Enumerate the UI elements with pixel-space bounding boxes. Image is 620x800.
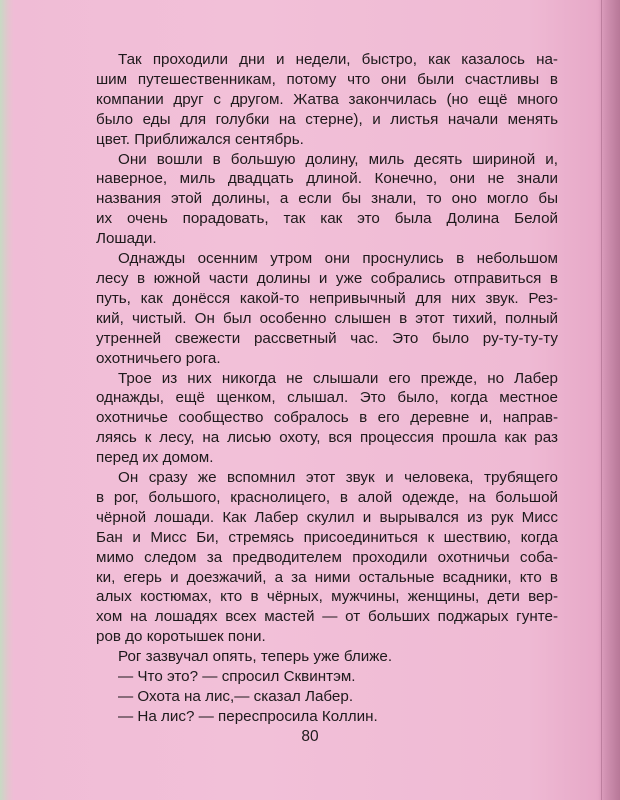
text-line: — Что это? — спросил Сквинтэм. <box>118 668 356 686</box>
paragraph <box>96 687 558 707</box>
text-line: шим путешественникам, потому что они были счастливы в <box>96 70 558 88</box>
paragraph <box>96 150 558 250</box>
text-line: Он сразу же вспомнил этот звук и человека, трубящего <box>118 469 558 487</box>
text-line: однажды, ещё щенком, слышал. Это было, когда местное <box>96 389 558 407</box>
text-line: охотничьего рога. <box>96 349 221 367</box>
paragraph <box>96 50 558 150</box>
text-line: ки, егерь и доезжачий, а за ними остальные всадники, кто в <box>96 568 558 586</box>
paragraph <box>96 707 558 727</box>
text-line: Рог зазвучал опять, теперь уже ближе. <box>118 648 393 666</box>
text-line: в рог, большого, краснолицего, в алой одежде, на большой <box>96 488 558 506</box>
text-line: их очень порадовать, так как это была Долина Белой <box>96 210 558 228</box>
text-line: охотничье сообщество собралось в его деревне и, направ- <box>96 409 558 427</box>
paragraph <box>96 249 558 368</box>
text-line: Лошади. <box>96 230 157 248</box>
page-spine-shadow <box>0 0 14 800</box>
text-line: — На лис? — переспросила Коллин. <box>118 707 378 725</box>
text-line: наверное, миль двадцать длиной. Конечно, они не знали <box>96 170 558 188</box>
text-line: мимо следом за предводителем проходили охотничьи соба- <box>96 548 558 566</box>
text-line: Трое из них никогда не слышали его прежде, но Лабер <box>118 369 558 387</box>
text-line: компании друг с другом. Жатва закончилась (но ещё много <box>96 90 558 108</box>
text-line: Так проходили дни и недели, быстро, как казалось на- <box>118 51 558 68</box>
text-line: ров до коротышек пони. <box>96 628 266 646</box>
text-line: цвет. Приближался сентябрь. <box>96 130 304 148</box>
text-line: ляясь к лесу, на лисью охоту, вся процессия прошла как раз <box>96 429 558 447</box>
text-line: путь, как донёсся какой-то непривычный для них звук. Рез- <box>96 289 558 307</box>
paragraph <box>96 667 558 687</box>
body-text <box>96 50 558 727</box>
page-edge-line <box>601 0 602 800</box>
text-line: алых костюмах, кто в чёрных, мужчины, женщины, дети вер- <box>96 588 558 606</box>
text-line: кий, чистый. Он был особенно слышен в этот тихий, полный <box>96 309 558 327</box>
page-number: 80 <box>301 728 319 745</box>
text-line: хом на лошадях всех мастей — от больших поджарых гунте- <box>96 608 558 626</box>
text-line: чёрной лошади. Как Лабер скулил и вырывался из рук Мисс <box>96 508 558 526</box>
paragraph <box>96 468 558 647</box>
paragraph <box>96 647 558 667</box>
text-line: лесу в южной части долины и уже собрались отправиться в <box>96 269 558 287</box>
text-line: названия этой долины, а если бы знали, то оно могло бы <box>96 190 558 208</box>
text-line: утренней свежести рассветный час. Это было ру-ту-ту-ту <box>96 329 558 347</box>
text-line: Они вошли в большую долину, миль десять шириной и, <box>118 150 558 168</box>
text-line: — Охота на лис,— сказал Лабер. <box>118 688 354 705</box>
text-line: Однажды осенним утром они проснулись в небольшом <box>118 250 558 268</box>
text-line: было еды для голубки на стерне), и листья начали менять <box>96 110 558 128</box>
text-line: Бан и Мисс Би, стремясь присоединиться к шествию, когда <box>96 528 558 546</box>
text-line: перед их домом. <box>96 449 214 467</box>
paragraph <box>96 369 558 469</box>
